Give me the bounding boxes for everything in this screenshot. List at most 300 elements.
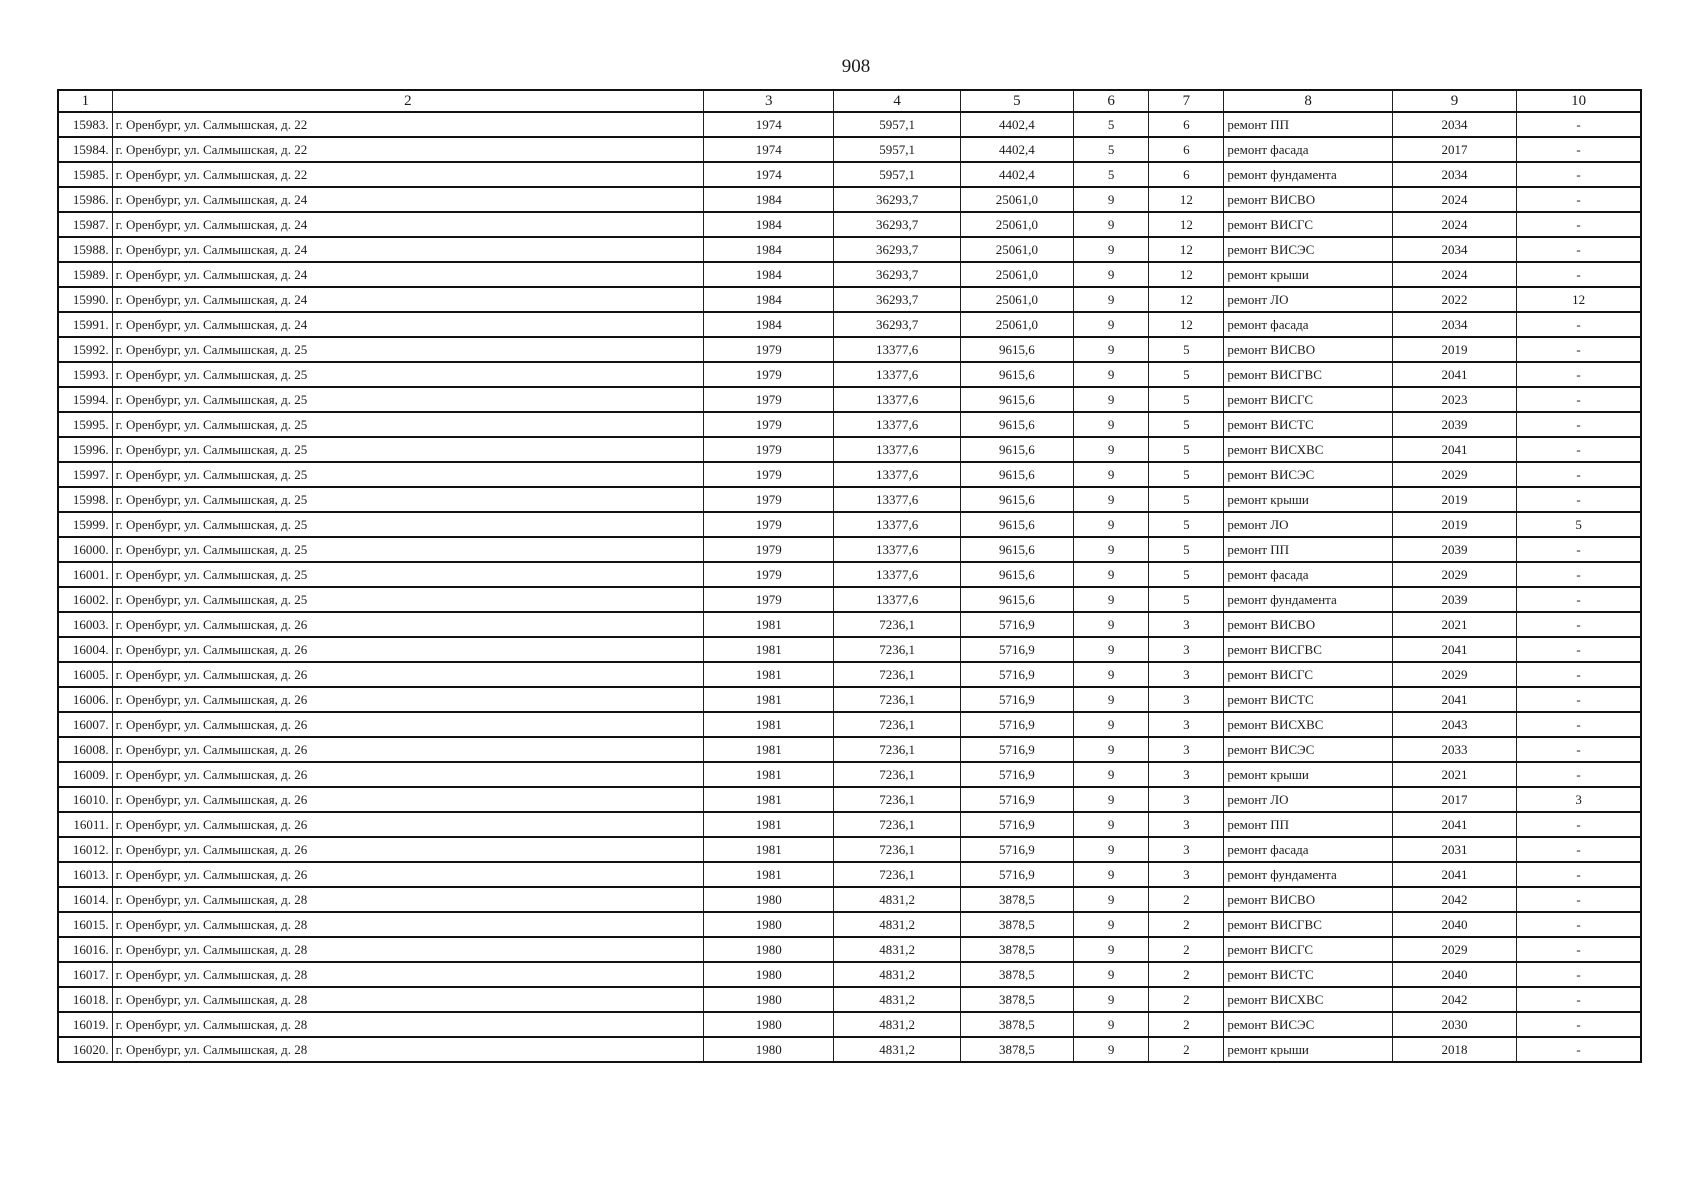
build-year-cell: 1984	[704, 212, 834, 237]
floors-cell: 9	[1074, 462, 1149, 487]
column-header: 7	[1149, 90, 1224, 112]
lift-count-cell: -	[1517, 912, 1641, 937]
entrances-cell: 3	[1149, 712, 1224, 737]
table-row	[58, 112, 1641, 137]
address-cell: г. Оренбург, ул. Салмышская, д. 26	[112, 787, 703, 812]
build-year-cell: 1979	[704, 412, 834, 437]
row-number-cell: 16006.	[58, 687, 112, 712]
table-row	[58, 587, 1641, 612]
build-year-cell: 1980	[704, 987, 834, 1012]
table-row	[58, 937, 1641, 962]
living-area-cell: 4402,4	[960, 162, 1073, 187]
address-cell: г. Оренбург, ул. Салмышская, д. 24	[112, 212, 703, 237]
build-year-cell: 1981	[704, 612, 834, 637]
work-type-cell: ремонт ВИСГС	[1224, 662, 1392, 687]
lift-count-cell: -	[1517, 437, 1641, 462]
entrances-cell: 12	[1149, 287, 1224, 312]
plan-year-cell: 2029	[1392, 662, 1516, 687]
column-header: 8	[1224, 90, 1392, 112]
total-area-cell: 13377,6	[834, 337, 960, 362]
work-type-cell: ремонт ЛО	[1224, 787, 1392, 812]
total-area-cell: 36293,7	[834, 187, 960, 212]
column-header: 10	[1517, 90, 1641, 112]
lift-count-cell: 12	[1517, 287, 1641, 312]
total-area-cell: 36293,7	[834, 262, 960, 287]
plan-year-cell: 2033	[1392, 737, 1516, 762]
plan-year-cell: 2030	[1392, 1012, 1516, 1037]
floors-cell: 9	[1074, 587, 1149, 612]
entrances-cell: 5	[1149, 337, 1224, 362]
entrances-cell: 2	[1149, 962, 1224, 987]
plan-year-cell: 2034	[1392, 312, 1516, 337]
total-area-cell: 13377,6	[834, 437, 960, 462]
lift-count-cell: -	[1517, 762, 1641, 787]
entrances-cell: 3	[1149, 787, 1224, 812]
total-area-cell: 13377,6	[834, 512, 960, 537]
table-row	[58, 287, 1641, 312]
table-row	[58, 737, 1641, 762]
work-type-cell: ремонт фасада	[1224, 312, 1392, 337]
address-cell: г. Оренбург, ул. Салмышская, д. 26	[112, 737, 703, 762]
table-row	[58, 662, 1641, 687]
build-year-cell: 1981	[704, 787, 834, 812]
table-row	[58, 137, 1641, 162]
floors-cell: 9	[1074, 612, 1149, 637]
living-area-cell: 9615,6	[960, 387, 1073, 412]
plan-year-cell: 2021	[1392, 762, 1516, 787]
table-row	[58, 162, 1641, 187]
plan-year-cell: 2018	[1392, 1037, 1516, 1062]
entrances-cell: 5	[1149, 387, 1224, 412]
entrances-cell: 5	[1149, 362, 1224, 387]
lift-count-cell: 3	[1517, 787, 1641, 812]
entrances-cell: 5	[1149, 537, 1224, 562]
work-type-cell: ремонт фасада	[1224, 137, 1392, 162]
floors-cell: 9	[1074, 762, 1149, 787]
total-area-cell: 13377,6	[834, 587, 960, 612]
living-area-cell: 4402,4	[960, 137, 1073, 162]
total-area-cell: 7236,1	[834, 662, 960, 687]
floors-cell: 9	[1074, 937, 1149, 962]
address-cell: г. Оренбург, ул. Салмышская, д. 25	[112, 437, 703, 462]
address-cell: г. Оренбург, ул. Салмышская, д. 25	[112, 362, 703, 387]
plan-year-cell: 2024	[1392, 187, 1516, 212]
floors-cell: 9	[1074, 637, 1149, 662]
floors-cell: 9	[1074, 887, 1149, 912]
total-area-cell: 4831,2	[834, 912, 960, 937]
floors-cell: 9	[1074, 362, 1149, 387]
address-cell: г. Оренбург, ул. Салмышская, д. 26	[112, 762, 703, 787]
living-area-cell: 9615,6	[960, 487, 1073, 512]
entrances-cell: 12	[1149, 262, 1224, 287]
table-row	[58, 637, 1641, 662]
work-type-cell: ремонт ЛО	[1224, 512, 1392, 537]
lift-count-cell: -	[1517, 162, 1641, 187]
address-cell: г. Оренбург, ул. Салмышская, д. 26	[112, 662, 703, 687]
living-area-cell: 25061,0	[960, 312, 1073, 337]
living-area-cell: 9615,6	[960, 562, 1073, 587]
row-number-cell: 16015.	[58, 912, 112, 937]
living-area-cell: 9615,6	[960, 337, 1073, 362]
build-year-cell: 1981	[704, 862, 834, 887]
build-year-cell: 1980	[704, 962, 834, 987]
address-cell: г. Оренбург, ул. Салмышская, д. 28	[112, 887, 703, 912]
living-area-cell: 3878,5	[960, 987, 1073, 1012]
entrances-cell: 3	[1149, 687, 1224, 712]
entrances-cell: 5	[1149, 587, 1224, 612]
floors-cell: 9	[1074, 787, 1149, 812]
entrances-cell: 3	[1149, 812, 1224, 837]
row-number-cell: 15990.	[58, 287, 112, 312]
build-year-cell: 1981	[704, 812, 834, 837]
work-type-cell: ремонт ВИСТС	[1224, 962, 1392, 987]
lift-count-cell: -	[1517, 887, 1641, 912]
total-area-cell: 7236,1	[834, 612, 960, 637]
living-area-cell: 5716,9	[960, 712, 1073, 737]
lift-count-cell: -	[1517, 862, 1641, 887]
plan-year-cell: 2041	[1392, 362, 1516, 387]
work-type-cell: ремонт ВИСГВС	[1224, 637, 1392, 662]
total-area-cell: 4831,2	[834, 962, 960, 987]
row-number-cell: 15989.	[58, 262, 112, 287]
plan-year-cell: 2041	[1392, 687, 1516, 712]
plan-year-cell: 2039	[1392, 537, 1516, 562]
living-area-cell: 5716,9	[960, 737, 1073, 762]
entrances-cell: 3	[1149, 737, 1224, 762]
entrances-cell: 5	[1149, 412, 1224, 437]
row-number-cell: 15996.	[58, 437, 112, 462]
build-year-cell: 1984	[704, 237, 834, 262]
address-cell: г. Оренбург, ул. Салмышская, д. 28	[112, 937, 703, 962]
living-area-cell: 25061,0	[960, 237, 1073, 262]
plan-year-cell: 2041	[1392, 862, 1516, 887]
plan-year-cell: 2042	[1392, 887, 1516, 912]
floors-cell: 9	[1074, 212, 1149, 237]
address-cell: г. Оренбург, ул. Салмышская, д. 22	[112, 137, 703, 162]
total-area-cell: 13377,6	[834, 537, 960, 562]
table-row	[58, 862, 1641, 887]
lift-count-cell: -	[1517, 112, 1641, 137]
lift-count-cell: -	[1517, 212, 1641, 237]
living-area-cell: 3878,5	[960, 962, 1073, 987]
total-area-cell: 13377,6	[834, 462, 960, 487]
row-number-cell: 16014.	[58, 887, 112, 912]
total-area-cell: 5957,1	[834, 112, 960, 137]
lift-count-cell: -	[1517, 812, 1641, 837]
floors-cell: 9	[1074, 312, 1149, 337]
row-number-cell: 15997.	[58, 462, 112, 487]
work-type-cell: ремонт фундамента	[1224, 587, 1392, 612]
floors-cell: 9	[1074, 237, 1149, 262]
table-row	[58, 212, 1641, 237]
address-cell: г. Оренбург, ул. Салмышская, д. 24	[112, 237, 703, 262]
total-area-cell: 7236,1	[834, 862, 960, 887]
column-header: 6	[1074, 90, 1149, 112]
column-header: 2	[112, 90, 703, 112]
address-cell: г. Оренбург, ул. Салмышская, д. 26	[112, 712, 703, 737]
total-area-cell: 7236,1	[834, 762, 960, 787]
address-cell: г. Оренбург, ул. Салмышская, д. 22	[112, 162, 703, 187]
total-area-cell: 7236,1	[834, 687, 960, 712]
living-area-cell: 5716,9	[960, 637, 1073, 662]
address-cell: г. Оренбург, ул. Салмышская, д. 24	[112, 262, 703, 287]
address-cell: г. Оренбург, ул. Салмышская, д. 28	[112, 912, 703, 937]
housing-repair-table	[57, 89, 1642, 1063]
table-row	[58, 762, 1641, 787]
address-cell: г. Оренбург, ул. Салмышская, д. 25	[112, 512, 703, 537]
address-cell: г. Оренбург, ул. Салмышская, д. 26	[112, 687, 703, 712]
living-area-cell: 3878,5	[960, 1012, 1073, 1037]
entrances-cell: 5	[1149, 512, 1224, 537]
floors-cell: 9	[1074, 912, 1149, 937]
table-row	[58, 262, 1641, 287]
lift-count-cell: -	[1517, 612, 1641, 637]
plan-year-cell: 2041	[1392, 637, 1516, 662]
row-number-cell: 15999.	[58, 512, 112, 537]
floors-cell: 9	[1074, 337, 1149, 362]
plan-year-cell: 2023	[1392, 387, 1516, 412]
plan-year-cell: 2017	[1392, 137, 1516, 162]
living-area-cell: 4402,4	[960, 112, 1073, 137]
table-row	[58, 237, 1641, 262]
plan-year-cell: 2031	[1392, 837, 1516, 862]
address-cell: г. Оренбург, ул. Салмышская, д. 26	[112, 637, 703, 662]
lift-count-cell: -	[1517, 687, 1641, 712]
table-row	[58, 487, 1641, 512]
work-type-cell: ремонт ЛО	[1224, 287, 1392, 312]
build-year-cell: 1979	[704, 587, 834, 612]
address-cell: г. Оренбург, ул. Салмышская, д. 26	[112, 612, 703, 637]
plan-year-cell: 2024	[1392, 262, 1516, 287]
address-cell: г. Оренбург, ул. Салмышская, д. 25	[112, 412, 703, 437]
lift-count-cell: -	[1517, 487, 1641, 512]
plan-year-cell: 2041	[1392, 437, 1516, 462]
living-area-cell: 9615,6	[960, 362, 1073, 387]
address-cell: г. Оренбург, ул. Салмышская, д. 25	[112, 387, 703, 412]
build-year-cell: 1979	[704, 562, 834, 587]
work-type-cell: ремонт крыши	[1224, 487, 1392, 512]
living-area-cell: 9615,6	[960, 537, 1073, 562]
row-number-cell: 16000.	[58, 537, 112, 562]
floors-cell: 9	[1074, 1012, 1149, 1037]
column-header: 9	[1392, 90, 1516, 112]
build-year-cell: 1981	[704, 712, 834, 737]
build-year-cell: 1984	[704, 312, 834, 337]
plan-year-cell: 2043	[1392, 712, 1516, 737]
column-header: 3	[704, 90, 834, 112]
table-row	[58, 962, 1641, 987]
lift-count-cell: -	[1517, 837, 1641, 862]
build-year-cell: 1981	[704, 687, 834, 712]
work-type-cell: ремонт крыши	[1224, 262, 1392, 287]
row-number-cell: 16020.	[58, 1037, 112, 1062]
lift-count-cell: -	[1517, 137, 1641, 162]
build-year-cell: 1980	[704, 912, 834, 937]
table-row	[58, 312, 1641, 337]
plan-year-cell: 2042	[1392, 987, 1516, 1012]
plan-year-cell: 2034	[1392, 162, 1516, 187]
total-area-cell: 4831,2	[834, 1037, 960, 1062]
table-row	[58, 912, 1641, 937]
header-row	[58, 90, 1641, 112]
plan-year-cell: 2024	[1392, 212, 1516, 237]
floors-cell: 9	[1074, 862, 1149, 887]
table-row	[58, 837, 1641, 862]
total-area-cell: 7236,1	[834, 637, 960, 662]
row-number-cell: 16002.	[58, 587, 112, 612]
table-row	[58, 362, 1641, 387]
floors-cell: 5	[1074, 162, 1149, 187]
floors-cell: 9	[1074, 812, 1149, 837]
entrances-cell: 5	[1149, 437, 1224, 462]
build-year-cell: 1984	[704, 287, 834, 312]
work-type-cell: ремонт ВИСХВС	[1224, 987, 1392, 1012]
build-year-cell: 1979	[704, 537, 834, 562]
address-cell: г. Оренбург, ул. Салмышская, д. 26	[112, 862, 703, 887]
work-type-cell: ремонт ВИСЭС	[1224, 462, 1392, 487]
living-area-cell: 5716,9	[960, 687, 1073, 712]
row-number-cell: 15987.	[58, 212, 112, 237]
row-number-cell: 15983.	[58, 112, 112, 137]
floors-cell: 9	[1074, 562, 1149, 587]
work-type-cell: ремонт ВИСВО	[1224, 337, 1392, 362]
lift-count-cell: -	[1517, 187, 1641, 212]
entrances-cell: 3	[1149, 662, 1224, 687]
entrances-cell: 3	[1149, 837, 1224, 862]
lift-count-cell: -	[1517, 262, 1641, 287]
table-row	[58, 562, 1641, 587]
table-body	[58, 112, 1641, 1062]
row-number-cell: 16009.	[58, 762, 112, 787]
plan-year-cell: 2029	[1392, 462, 1516, 487]
build-year-cell: 1984	[704, 187, 834, 212]
plan-year-cell: 2041	[1392, 812, 1516, 837]
plan-year-cell: 2019	[1392, 512, 1516, 537]
total-area-cell: 36293,7	[834, 287, 960, 312]
table-row	[58, 437, 1641, 462]
floors-cell: 9	[1074, 512, 1149, 537]
table-row	[58, 987, 1641, 1012]
floors-cell: 9	[1074, 387, 1149, 412]
lift-count-cell: -	[1517, 462, 1641, 487]
entrances-cell: 12	[1149, 237, 1224, 262]
total-area-cell: 13377,6	[834, 387, 960, 412]
build-year-cell: 1981	[704, 762, 834, 787]
plan-year-cell: 2022	[1392, 287, 1516, 312]
row-number-cell: 16005.	[58, 662, 112, 687]
work-type-cell: ремонт ВИСВО	[1224, 887, 1392, 912]
total-area-cell: 36293,7	[834, 312, 960, 337]
build-year-cell: 1981	[704, 837, 834, 862]
entrances-cell: 6	[1149, 112, 1224, 137]
lift-count-cell: -	[1517, 1037, 1641, 1062]
address-cell: г. Оренбург, ул. Салмышская, д. 28	[112, 1037, 703, 1062]
column-header: 1	[58, 90, 112, 112]
lift-count-cell: -	[1517, 587, 1641, 612]
build-year-cell: 1979	[704, 362, 834, 387]
lift-count-cell: 5	[1517, 512, 1641, 537]
row-number-cell: 15984.	[58, 137, 112, 162]
build-year-cell: 1981	[704, 737, 834, 762]
entrances-cell: 2	[1149, 1037, 1224, 1062]
floors-cell: 9	[1074, 987, 1149, 1012]
address-cell: г. Оренбург, ул. Салмышская, д. 24	[112, 312, 703, 337]
floors-cell: 9	[1074, 412, 1149, 437]
work-type-cell: ремонт ВИСГВС	[1224, 912, 1392, 937]
column-header: 5	[960, 90, 1073, 112]
total-area-cell: 13377,6	[834, 487, 960, 512]
plan-year-cell: 2040	[1392, 912, 1516, 937]
floors-cell: 5	[1074, 137, 1149, 162]
work-type-cell: ремонт ПП	[1224, 112, 1392, 137]
work-type-cell: ремонт ВИСЭС	[1224, 737, 1392, 762]
plan-year-cell: 2019	[1392, 487, 1516, 512]
row-number-cell: 15994.	[58, 387, 112, 412]
table-row	[58, 337, 1641, 362]
lift-count-cell: -	[1517, 637, 1641, 662]
floors-cell: 9	[1074, 262, 1149, 287]
entrances-cell: 12	[1149, 212, 1224, 237]
work-type-cell: ремонт крыши	[1224, 762, 1392, 787]
lift-count-cell: -	[1517, 937, 1641, 962]
entrances-cell: 6	[1149, 162, 1224, 187]
address-cell: г. Оренбург, ул. Салмышская, д. 24	[112, 287, 703, 312]
row-number-cell: 15998.	[58, 487, 112, 512]
address-cell: г. Оренбург, ул. Салмышская, д. 24	[112, 187, 703, 212]
total-area-cell: 36293,7	[834, 212, 960, 237]
table-row	[58, 887, 1641, 912]
work-type-cell: ремонт фундамента	[1224, 862, 1392, 887]
plan-year-cell: 2039	[1392, 587, 1516, 612]
work-type-cell: ремонт фасада	[1224, 562, 1392, 587]
row-number-cell: 15985.	[58, 162, 112, 187]
living-area-cell: 5716,9	[960, 837, 1073, 862]
table-row	[58, 812, 1641, 837]
address-cell: г. Оренбург, ул. Салмышская, д. 22	[112, 112, 703, 137]
lift-count-cell: -	[1517, 737, 1641, 762]
work-type-cell: ремонт ВИСГВС	[1224, 362, 1392, 387]
address-cell: г. Оренбург, ул. Салмышская, д. 28	[112, 1012, 703, 1037]
total-area-cell: 7236,1	[834, 712, 960, 737]
entrances-cell: 5	[1149, 487, 1224, 512]
total-area-cell: 7236,1	[834, 787, 960, 812]
entrances-cell: 12	[1149, 187, 1224, 212]
row-number-cell: 16001.	[58, 562, 112, 587]
lift-count-cell: -	[1517, 562, 1641, 587]
total-area-cell: 13377,6	[834, 362, 960, 387]
work-type-cell: ремонт ВИСХВС	[1224, 437, 1392, 462]
entrances-cell: 2	[1149, 987, 1224, 1012]
living-area-cell: 5716,9	[960, 812, 1073, 837]
living-area-cell: 5716,9	[960, 862, 1073, 887]
row-number-cell: 16003.	[58, 612, 112, 637]
address-cell: г. Оренбург, ул. Салмышская, д. 26	[112, 812, 703, 837]
total-area-cell: 7236,1	[834, 812, 960, 837]
floors-cell: 9	[1074, 962, 1149, 987]
floors-cell: 9	[1074, 487, 1149, 512]
row-number-cell: 15993.	[58, 362, 112, 387]
table-row	[58, 512, 1641, 537]
build-year-cell: 1980	[704, 1012, 834, 1037]
row-number-cell: 16007.	[58, 712, 112, 737]
lift-count-cell: -	[1517, 387, 1641, 412]
build-year-cell: 1984	[704, 262, 834, 287]
living-area-cell: 3878,5	[960, 887, 1073, 912]
living-area-cell: 25061,0	[960, 187, 1073, 212]
row-number-cell: 16008.	[58, 737, 112, 762]
page-number: 908	[841, 56, 871, 77]
entrances-cell: 2	[1149, 912, 1224, 937]
